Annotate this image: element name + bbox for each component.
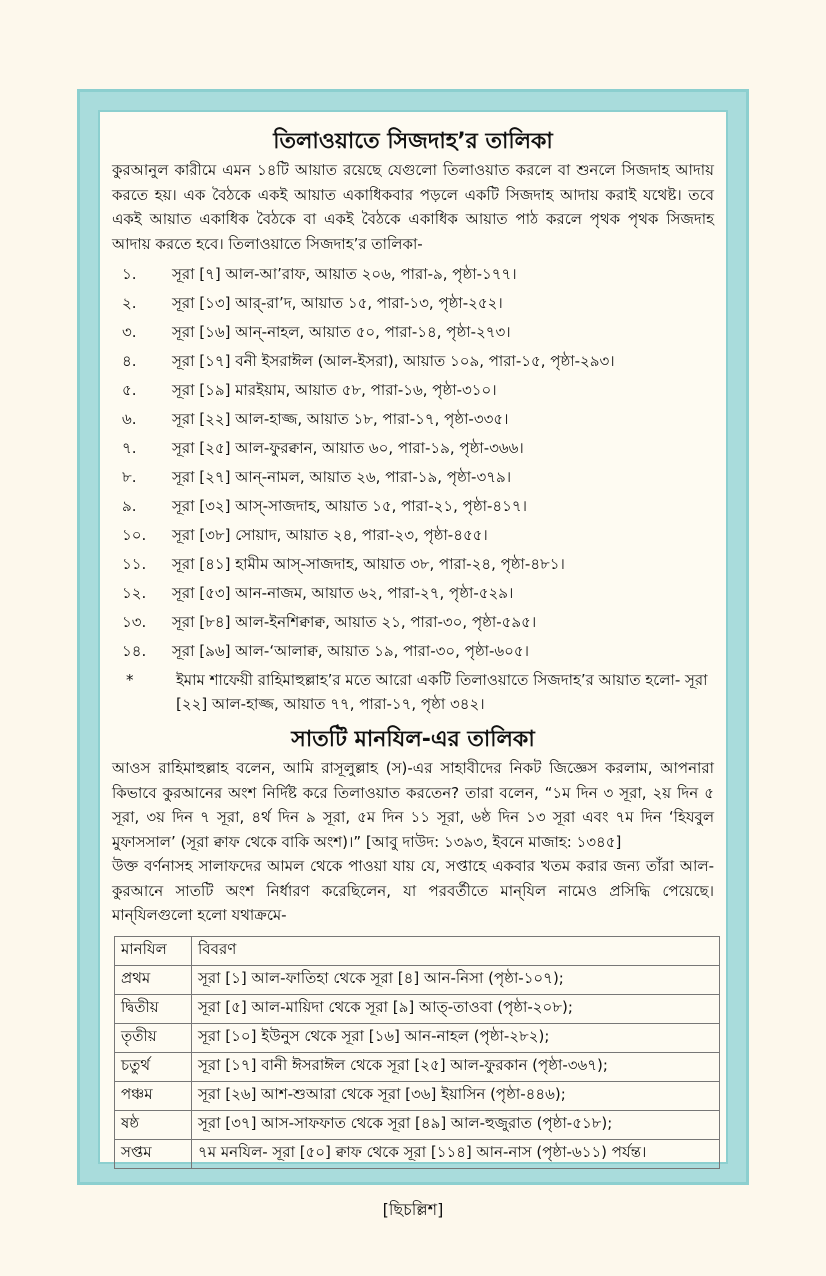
header-description: বিবরণ: [192, 936, 720, 965]
sijdah-intro: কুরআনুল কারীমে এমন ১৪টি আয়াত রয়েছে যেগুলো তিলাওয়াত করলে বা শুনলে সিজদাহ আদায় করতে হয়। এক বৈঠকে একই আয়াত একাধিকবার পড়লে একটি সিজদাহ আদায় করাই যথেষ্ট। তবে একই আয়াত একাধিক বৈঠকে বা একই বৈঠকে একাধিক আয়াত পাঠ করলে পৃথক পৃথক সিজদাহ আদায় করতে হবে। তিলাওয়াতে সিজদাহ’র তালিকা-: [112, 161, 714, 253]
manzil-cell: তৃতীয়: [115, 1023, 192, 1052]
note-text: ইমাম শাফেয়ী রাহিমাহুল্লাহ’র মতে আরো একটি তিলাওয়াতে সিজদাহ’র আয়াত হলো- সূরা [২২] আল-হাজ্জ, আয়াত ৭৭, পারা-১৭, পৃষ্ঠা ৩৪২।: [176, 671, 708, 713]
description-cell: সূরা [১] আল-ফাতিহা থেকে সূরা [৪] আন-নিসা (পৃষ্ঠা-১০৭);: [192, 965, 720, 994]
item-text: সূরা [৭] আল-আ’রাফ, আয়াত ২০৬, পারা-৯, পৃষ্ঠা-১৭৭।: [172, 265, 517, 283]
shafii-note: [112, 668, 714, 716]
item-number: ৮.: [122, 468, 137, 486]
manzil-para-1: আওস রাহিমাহুল্লাহ বলেন, আমি রাসূলুল্লাহ (স)-এর সাহাবীদের নিকট জিজ্ঞেস করলাম, আপনারা কিভাবে কুরআনের অংশ নির্দিষ্ট করে তিলাওয়াত করতেন? তারা বলেন, “১ম দিন ৩ সূরা, ২য় দিন ৫ সূরা, ৩য় দিন ৭ সূরা, ৪র্থ দিন ৯ সূরা, ৫ম দিন ১১ সূরা, ৬ষ্ঠ দিন ১৩ সূরা এবং ৭ম দিন ‘হিযবুল মুফাসসাল’ (সূরা ক্বাফ থেকে বাকি অংশ)।” [আবু দাউদ: ১৩৯৩, ইবনে মাজাহ: ১৩৪৫]: [112, 759, 714, 851]
header-manzil: মানযিল: [115, 936, 192, 965]
item-text: সূরা [৩৮] সোয়াদ, আয়াত ২৪, পারা-২৩, পৃষ্ঠা-৪৫৫।: [172, 526, 488, 544]
item-text: সূরা [৯৬] আল-‘আলাক্ব, আয়াত ১৯, পারা-৩০, পৃষ্ঠা-৬০৫।: [172, 642, 530, 660]
list-item: [112, 260, 714, 289]
table-row: [115, 994, 720, 1023]
manzil-para-2: উক্ত বর্ণনাসহ সালাফদের আমল থেকে পাওয়া যায় যে, সপ্তাহে একবার খতম করার জন্য তাঁরা আল-কুরআনে সাতটি অংশ নির্ধারণ করেছিলেন, যা পরবর্তীতে মান্‌যিল নামেও প্রসিদ্ধি পেয়েছে। মান্‌যিলগুলো হলো যথাক্রমে-: [112, 857, 714, 924]
table-row: [115, 1139, 720, 1168]
manzil-cell: সপ্তম: [115, 1139, 192, 1168]
table-row: [115, 965, 720, 994]
description-cell: সূরা [১০] ইউনুস থেকে সূরা [১৬] আন-নাহল (পৃষ্ঠা-২৮২);: [192, 1023, 720, 1052]
item-text: সূরা [১৩] আর্-রা’দ, আয়াত ১৫, পারা-১৩, পৃষ্ঠা-২৫২।: [172, 294, 503, 312]
description-cell: ৭ম মনযিল- সূরা [৫০] ক্বাফ থেকে সূরা [১১৪] আন-নাস (পৃষ্ঠা-৬১১) পর্যন্ত।: [192, 1139, 720, 1168]
manzil-cell: দ্বিতীয়: [115, 994, 192, 1023]
description-cell: সূরা [৫] আল-মায়িদা থেকে সূরা [৯] আত্-তাওবা (পৃষ্ঠা-২০৮);: [192, 994, 720, 1023]
list-item: [112, 550, 714, 579]
description-cell: সূরা [২৬] আশ-শুআরা থেকে সূরা [৩৬] ইয়াসিন (পৃষ্ঠা-৪৪৬);: [192, 1081, 720, 1110]
item-number: ১.: [122, 265, 137, 283]
page-border: [77, 89, 749, 1185]
item-number: ১৪.: [122, 642, 147, 660]
item-number: ১২.: [122, 584, 147, 602]
list-item: [112, 405, 714, 434]
item-number: ৩.: [122, 323, 137, 341]
manzil-title: সাতটি মানযিল-এর তালিকা: [291, 727, 535, 752]
item-text: সূরা [২৫] আল-ফুরক্বান, আয়াত ৬০, পারা-১৯, পৃষ্ঠা-৩৬৬।: [172, 439, 524, 457]
item-number: ৬.: [122, 410, 137, 428]
list-item: [112, 434, 714, 463]
item-number: ৫.: [122, 381, 137, 399]
item-number: ১৩.: [122, 613, 147, 631]
table-row: [115, 1110, 720, 1139]
list-item: [112, 492, 714, 521]
note-mark: *: [126, 671, 134, 689]
sijdah-list: [112, 260, 714, 666]
item-text: সূরা [১৯] মারইয়াম, আয়াত ৫৮, পারা-১৬, পৃষ্ঠা-৩১০।: [172, 381, 497, 399]
list-item: [112, 579, 714, 608]
item-number: ৪.: [122, 352, 137, 370]
list-item: [112, 608, 714, 637]
item-text: সূরা [৫৩] আন-নাজম, আয়াত ৬২, পারা-২৭, পৃষ্ঠা-৫২৯।: [172, 584, 514, 602]
page-number: [ছিচল্লিশ]: [382, 1200, 444, 1219]
list-item: [112, 463, 714, 492]
item-text: সূরা [৩২] আস্-সাজদাহ, আয়াত ১৫, পারা-২১, পৃষ্ঠা-৪১৭।: [172, 497, 527, 515]
item-text: সূরা [২২] আল-হাজ্জ, আয়াত ১৮, পারা-১৭, পৃষ্ঠা-৩৩৫।: [172, 410, 509, 428]
item-number: ২.: [122, 294, 137, 312]
item-number: ৯.: [122, 497, 137, 515]
item-number: ১০.: [122, 526, 147, 544]
list-item: [112, 637, 714, 666]
list-item: [112, 521, 714, 550]
list-item: [112, 347, 714, 376]
item-number: ৭.: [122, 439, 137, 457]
item-text: সূরা [৮৪] আল-ইনশিক্বাক্ব, আয়াত ২১, পারা-৩০, পৃষ্ঠা-৫৯৫।: [172, 613, 537, 631]
manzil-cell: চতুর্থ: [115, 1052, 192, 1081]
sijdah-title: তিলাওয়াতে সিজদাহ’র তালিকা: [273, 129, 553, 154]
manzil-cell: প্রথম: [115, 965, 192, 994]
list-item: [112, 318, 714, 347]
list-item: [112, 289, 714, 318]
list-item: [112, 376, 714, 405]
manzil-table: [114, 936, 720, 1169]
content-box: [98, 110, 728, 1164]
item-number: ১১.: [122, 555, 147, 573]
item-text: সূরা [৪১] হামীম আস্-সাজদাহ, আয়াত ৩৮, পারা-২৪, পৃষ্ঠা-৪৮১।: [172, 555, 565, 573]
item-text: সূরা [১৬] আন্-নাহল, আয়াত ৫০, পারা-১৪, পৃষ্ঠা-২৭৩।: [172, 323, 511, 341]
item-text: সূরা [২৭] আন্-নামল, আয়াত ২৬, পারা-১৯, পৃষ্ঠা-৩৭৯।: [172, 468, 512, 486]
manzil-cell: ষষ্ঠ: [115, 1110, 192, 1139]
table-row: [115, 1023, 720, 1052]
table-header-row: [115, 936, 720, 965]
table-row: [115, 1052, 720, 1081]
manzil-cell: পঞ্চম: [115, 1081, 192, 1110]
table-row: [115, 1081, 720, 1110]
description-cell: সূরা [১৭] বানী ঈসরাঈল থেকে সূরা [২৫] আল-ফুরকান (পৃষ্ঠা-৩৬৭);: [192, 1052, 720, 1081]
item-text: সূরা [১৭] বনী ইসরাঈল (আল-ইসরা), আয়াত ১০৯, পারা-১৫, পৃষ্ঠা-২৯৩।: [172, 352, 615, 370]
description-cell: সূরা [৩৭] আস-সাফফাত থেকে সূরা [৪৯] আল-হুজুরাত (পৃষ্ঠা-৫১৮);: [192, 1110, 720, 1139]
